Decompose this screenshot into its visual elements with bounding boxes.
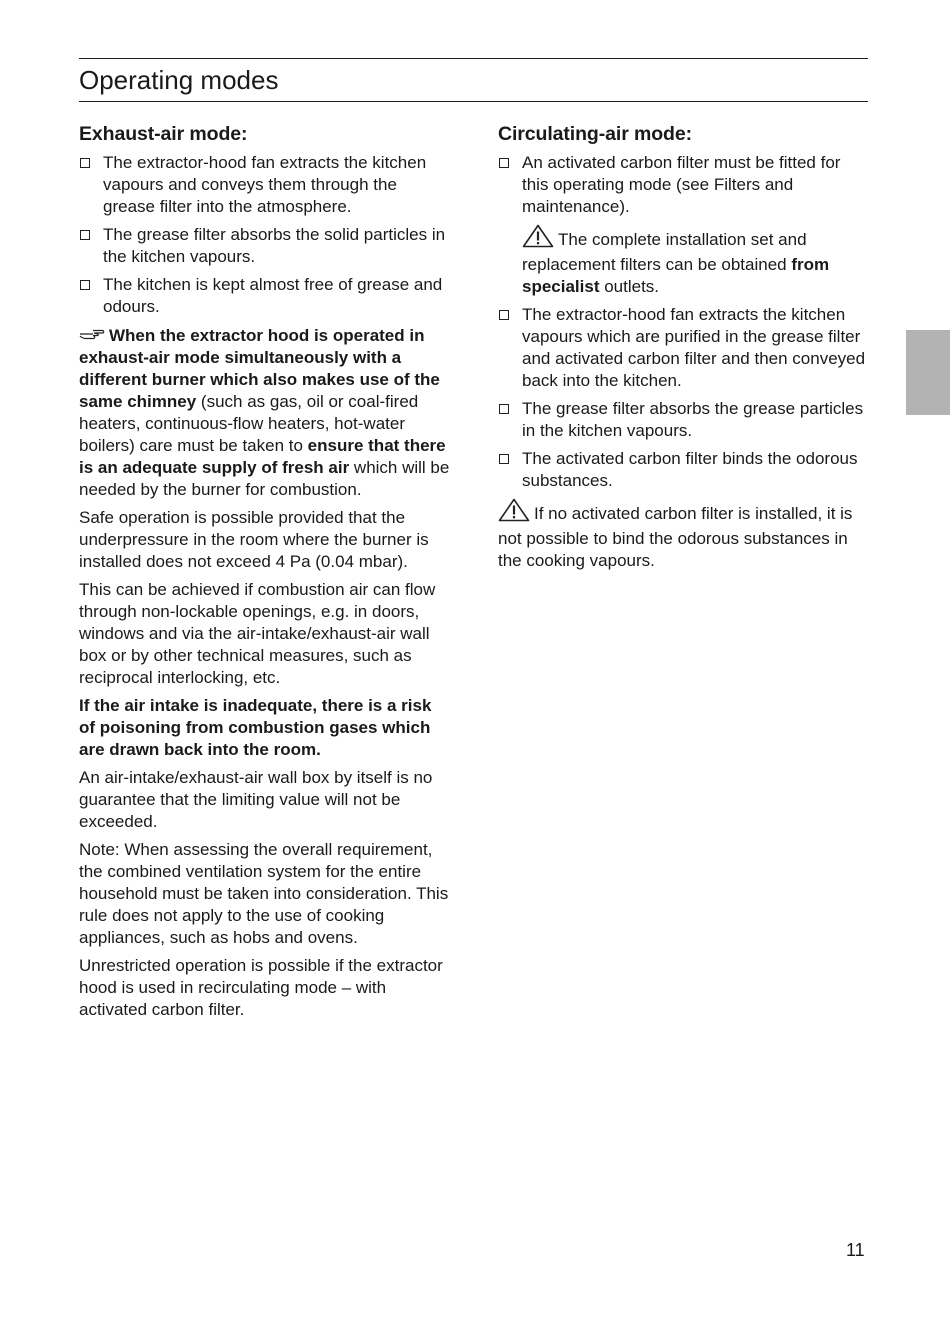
checkbox-bullet-icon xyxy=(80,230,90,240)
bullet-text: The extractor-hood fan extracts the kitchen vapours which are purified in the grease filter and activated carbon filter and then conveyed back into the kitchen. xyxy=(522,305,866,390)
bullet-text: The grease filter absorbs the grease particles in the kitchen vapours. xyxy=(522,399,864,440)
combustion-air-paragraph: This can be achieved if combustion air can flow through non-lockable openings, e.g. in doors, windows and via the air-intake/exhaust-air wall box or by other technical measures, such as reciprocal interlocking, etc. xyxy=(79,580,436,687)
bullet-text: The extractor-hood fan extracts the kitchen vapours and conveys them through the grease filter into the atmosphere. xyxy=(103,153,427,216)
top-rule xyxy=(79,58,868,59)
checkbox-bullet-icon xyxy=(499,454,509,464)
unrestricted-operation-paragraph: Unrestricted operation is possible if the extractor hood is used in recirculating mode – with activated carbon filter. xyxy=(79,956,443,1019)
bullet-text: The grease filter absorbs the solid particles in the kitchen vapours. xyxy=(103,225,446,266)
checkbox-bullet-icon xyxy=(499,404,509,414)
page-title: Operating modes xyxy=(79,65,279,95)
circulating-air-bullets-2 xyxy=(498,304,870,492)
exhaust-air-bullets xyxy=(79,152,451,318)
ventilation-note-paragraph: Note: When assessing the overall requirement, the combined ventilation system for the entire household must be taken into consideration. This rule does not apply to the use of cooking appliances, such as hobs and ovens. xyxy=(79,840,449,947)
warning-triangle-icon xyxy=(522,224,554,254)
safe-operation-paragraph: Safe operation is possible provided that the underpressure in the room where the burner is installed does not exceed 4 Pa (0.04 mbar). xyxy=(79,508,429,571)
poisoning-warning: If the air intake is inadequate, there is a risk of poisoning from combustion gases which are drawn back into the room. xyxy=(79,696,432,759)
title-underline xyxy=(79,101,868,102)
checkbox-bullet-icon xyxy=(80,280,90,290)
circulating-air-section xyxy=(498,121,870,578)
bullet-text: The kitchen is kept almost free of grease and odours. xyxy=(103,275,443,316)
page-number: 11 xyxy=(846,1240,865,1260)
checkbox-bullet-icon xyxy=(499,310,509,320)
bullet-text: The activated carbon filter binds the odorous substances. xyxy=(522,449,858,490)
circulating-air-heading: Circulating-air mode: xyxy=(498,123,693,145)
pointing-hand-icon xyxy=(79,324,105,346)
list-item xyxy=(498,448,870,492)
list-item xyxy=(79,224,451,268)
checkbox-bullet-icon xyxy=(499,158,509,168)
exhaust-air-heading: Exhaust-air mode: xyxy=(79,123,248,145)
exhaust-air-section xyxy=(79,121,451,1027)
bullet-text: An activated carbon filter must be fitted for this operating mode (see Filters and maintenance). xyxy=(522,153,841,216)
list-item xyxy=(498,304,870,392)
specialist-outlets-warning: The complete installation set and replacement filters can be obtained from specialist outlets. xyxy=(498,224,870,298)
wall-box-paragraph: An air-intake/exhaust-air wall box by itself is no guarantee that the limiting value will not be exceeded. xyxy=(79,768,433,831)
list-item xyxy=(498,152,870,218)
section-tab-marker xyxy=(906,330,950,415)
warning-triangle-icon xyxy=(498,498,530,528)
list-item xyxy=(79,274,451,318)
no-carbon-filter-warning: If no activated carbon filter is installed, it is not possible to bind the odorous substances in the cooking vapours. xyxy=(498,498,870,572)
checkbox-bullet-icon xyxy=(80,158,90,168)
circulating-air-bullets xyxy=(498,152,870,218)
list-item xyxy=(79,152,451,218)
list-item xyxy=(498,398,870,442)
chimney-note: When the extractor hood is operated in exhaust-air mode simultaneously with a different burner which also makes use of the same chimney (such as gas, oil or coal-fired heaters, continuous-flow heaters, hot-water boilers) care must be taken to ensure that there is an adequate supply of fresh air which will be needed by the burner for combustion. xyxy=(79,326,450,499)
